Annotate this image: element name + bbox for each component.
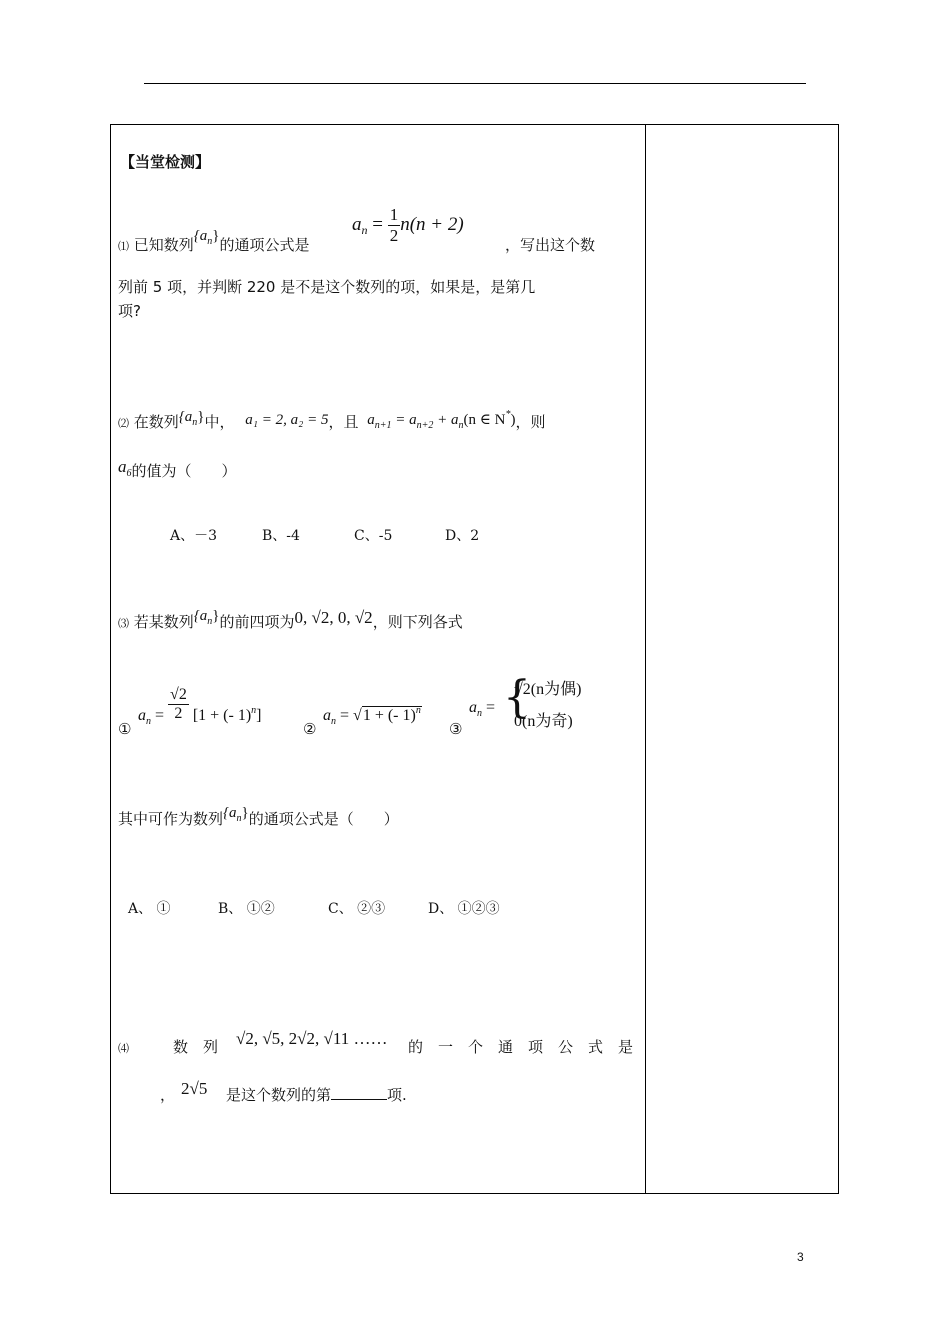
section-title: 【当堂检测】 — [120, 153, 211, 171]
q3-formula-3-case1: √2(n为偶) — [514, 681, 582, 698]
q3-formula-1: $a_n$ = $\frac{√2}{2}$ [1 + (- 1)$^n$] — [138, 686, 262, 728]
q2-given: a₁ = 2, a₂ = 5 — [245, 412, 329, 428]
q1-number: ⑴ — [118, 240, 129, 253]
q2-and: ，且 — [328, 413, 359, 431]
q1-line1 — [118, 228, 310, 254]
q1-lead: 已知数列 — [133, 236, 194, 254]
q1-formula: $a_n$ = $\frac{1}{2}$ n(n + 2) — [352, 205, 464, 245]
q3-formula-2: $a_n = √1$ + (- 1)$^n$ — [323, 705, 421, 727]
q3-f1-mark: ① — [118, 720, 132, 738]
q2-option-c: C、-5 — [354, 528, 393, 544]
q3-option-b: B、 ①② — [218, 901, 275, 917]
q4-line2-comma: ， — [160, 1086, 176, 1104]
q2-line1 — [118, 409, 546, 431]
q1-seq: $\{a_n\}$ — [193, 228, 220, 247]
page-number: 3 — [797, 1250, 804, 1264]
header-rule — [144, 83, 806, 84]
q3-lead: 若某数列 — [133, 613, 194, 631]
q4-terms: √2, √5, 2√2, √11 …… — [236, 1029, 388, 1048]
q4-answer-blank — [331, 1087, 387, 1100]
table-column-divider — [645, 124, 646, 1194]
q2-mid: 中， — [204, 413, 235, 431]
q3-formula-3-brace: { — [503, 672, 531, 723]
q3-f3-mark: ③ — [449, 720, 463, 738]
q1-line2: 列前 5 项，并判断 220 是不是这个数列的项，如果是，是第几 — [118, 278, 536, 296]
q4-number: ⑷ — [118, 1042, 129, 1055]
q4-line2-value: 2√5 — [181, 1079, 208, 1098]
q2-seq: $\{a_n\}$ — [178, 409, 205, 428]
q1-after: ，写出这个数 — [505, 236, 596, 254]
q2-option-b: B、-4 — [262, 528, 300, 544]
q3-formula-3-lhs: $a_n$ = — [469, 699, 496, 719]
q3-option-d: D、 ①②③ — [428, 901, 500, 917]
q2-then: ，则 — [515, 413, 546, 431]
q3-option-a: A、 ① — [128, 901, 171, 917]
q3-terms: 0, √2, 0, √2 — [294, 608, 373, 627]
q3-formula-3-case2: 0(n为奇) — [514, 713, 573, 730]
q3-number: ⑶ — [118, 617, 129, 630]
q3-f2-mark: ② — [303, 720, 317, 738]
q1-mid: 的通项公式是 — [219, 236, 310, 254]
q2-line2: $a_6$的值为（ ） — [118, 457, 237, 480]
q2-option-a: A、－3 — [170, 528, 218, 544]
q3-option-c: C、 ②③ — [328, 901, 386, 917]
q2-option-d: D、2 — [445, 528, 480, 544]
q2-number: ⑵ — [118, 417, 129, 430]
q1-line3: 项? — [118, 302, 141, 320]
q2-lead: 在数列 — [133, 413, 179, 431]
q3-mid: 的前四项为 — [219, 613, 295, 631]
q2-recurrence: $a_{n+1} = a_{n+2} + a_n(n$ ∈ N*) — [367, 409, 516, 431]
q3-question: 其中可作为数列$\{a_n\}$的通项公式是（ ） — [118, 805, 399, 828]
q3-line1 — [118, 608, 463, 631]
q3-seq: $\{a_n\}$ — [193, 608, 220, 627]
q3-after: ，则下列各式 — [372, 613, 463, 631]
q4-line2: 是这个数列的第 项. — [226, 1086, 407, 1104]
q4-spaced-2: 的 一 个 通 项 公 式 是 — [408, 1038, 634, 1056]
q4-spaced-1: 数 列 — [173, 1038, 219, 1056]
